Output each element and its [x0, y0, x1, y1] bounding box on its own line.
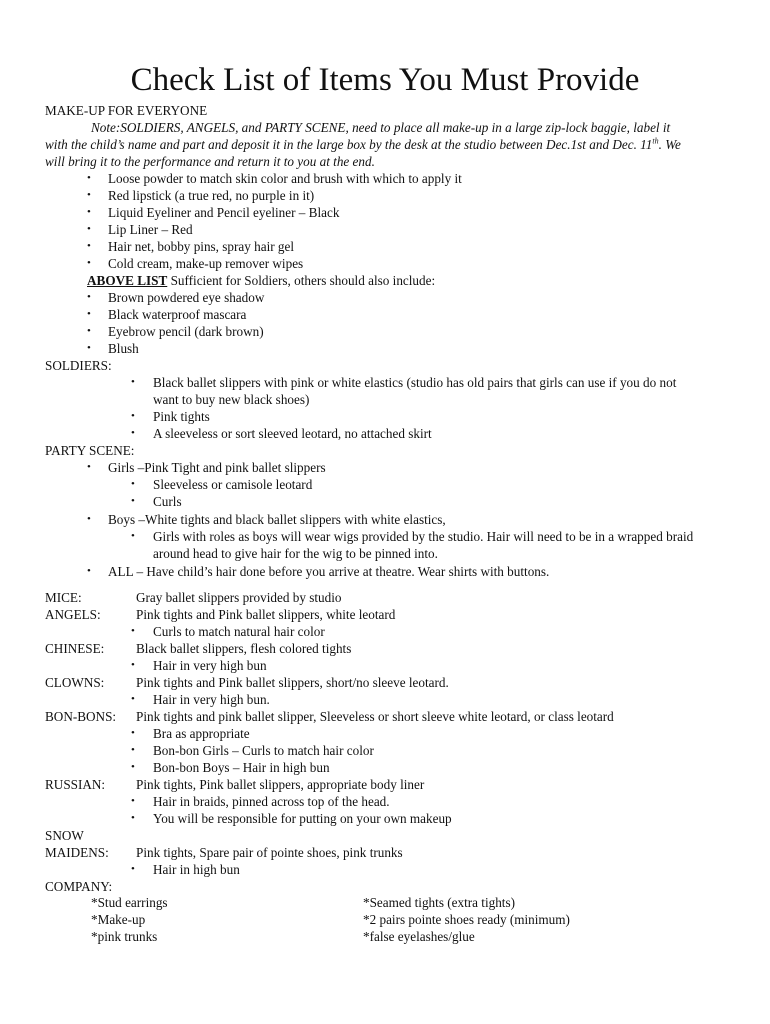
list-item: Red lipstick (a true red, no purple in it) — [108, 188, 315, 203]
bullet: • — [131, 761, 135, 773]
bullet: • — [87, 291, 91, 303]
clowns-label: CLOWNS: — [45, 675, 105, 690]
list-item: You will be responsible for putting on your own makeup — [153, 811, 452, 826]
makeup-heading: MAKE-UP FOR EVERYONE — [45, 103, 208, 118]
list-item: Girls –Pink Tight and pink ballet slippers — [108, 460, 326, 475]
clowns-text: Pink tights and Pink ballet slippers, short/no sleeve leotard. — [136, 675, 449, 690]
company-item-right: *Seamed tights (extra tights) — [363, 895, 515, 910]
chinese-label: CHINESE: — [45, 641, 105, 656]
list-item: Boys –White tights and black ballet slippers with white elastics, — [108, 512, 446, 527]
company-item-left: *Stud earrings — [91, 895, 168, 910]
bullet: • — [87, 308, 91, 320]
list-item: Hair net, bobby pins, spray hair gel — [108, 239, 295, 254]
list-item: Eyebrow pencil (dark brown) — [108, 324, 264, 339]
bullet: • — [131, 478, 135, 490]
bullet: • — [131, 530, 135, 542]
list-item: Curls — [153, 494, 182, 509]
bullet: • — [87, 461, 91, 473]
snow-label-line-2: MAIDENS: — [45, 845, 109, 860]
russian-label: RUSSIAN: — [45, 777, 106, 792]
company-heading: COMPANY: — [45, 879, 113, 894]
page-title: Check List of Items You Must Provide — [130, 62, 640, 98]
list-item: Black waterproof mascara — [108, 307, 247, 322]
list-item: Sleeveless or camisole leotard — [153, 477, 313, 492]
bullet: • — [131, 376, 135, 388]
bullet: • — [131, 495, 135, 507]
makeup-note-line-3: will bring it to the performance and return it to you at the end. — [45, 154, 375, 169]
mice-text: Gray ballet slippers provided by studio — [136, 590, 342, 605]
bullet: • — [131, 427, 135, 439]
bullet: • — [131, 625, 135, 637]
bullet: • — [87, 206, 91, 218]
list-item: Bon-bon Boys – Hair in high bun — [153, 760, 330, 775]
list-item: Curls to match natural hair color — [153, 624, 325, 639]
russian-text: Pink tights, Pink ballet slippers, appropriate body liner — [136, 777, 425, 792]
list-item: ALL – Have child’s hair done before you arrive at theatre. Wear shirts with buttons. — [108, 564, 550, 579]
chinese-text: Black ballet slippers, flesh colored tights — [136, 641, 352, 656]
makeup-note-line-2: with the child’s name and part and deposit it in the large box by the desk at the studio between Dec.1st and Dec. 11th. We — [45, 136, 681, 152]
bullet: • — [131, 795, 135, 807]
bullet: • — [87, 342, 91, 354]
list-item: Lip Liner – Red — [108, 222, 193, 237]
list-item: Brown powdered eye shadow — [108, 290, 265, 305]
bullet: • — [131, 693, 135, 705]
snow-label-line-1: SNOW — [45, 828, 84, 843]
list-item: Blush — [108, 341, 139, 356]
angels-text: Pink tights and Pink ballet slippers, white leotard — [136, 607, 396, 622]
snow-text: Pink tights, Spare pair of pointe shoes, pink trunks — [136, 845, 403, 860]
bullet: • — [131, 812, 135, 824]
company-item-right: *false eyelashes/glue — [363, 929, 475, 944]
bullet: • — [131, 727, 135, 739]
list-item-continuation: around head to give hair for the wig to be pinned into. — [153, 546, 438, 561]
makeup-note-line-1: Note:SOLDIERS, ANGELS, and PARTY SCENE, need to place all make-up in a large zip-lock baggie, label it — [91, 120, 671, 135]
list-item: Bon-bon Girls – Curls to match hair color — [153, 743, 374, 758]
bullet: • — [131, 659, 135, 671]
list-item: Black ballet slippers with pink or white elastics (studio has old pairs that girls can use if you do not — [153, 375, 677, 390]
bullet: • — [87, 240, 91, 252]
angels-label: ANGELS: — [45, 607, 101, 622]
bullet: • — [87, 513, 91, 525]
list-item-continuation: want to buy new black shoes) — [153, 392, 310, 407]
bullet: • — [87, 223, 91, 235]
bullet: • — [87, 189, 91, 201]
bullet: • — [87, 565, 91, 577]
bullet: • — [131, 863, 135, 875]
bullet: • — [131, 744, 135, 756]
mice-label: MICE: — [45, 590, 82, 605]
soldiers-heading: SOLDIERS: — [45, 358, 112, 373]
bonbons-label: BON-BONS: — [45, 709, 117, 724]
bullet: • — [87, 325, 91, 337]
bullet: • — [131, 410, 135, 422]
list-item: Bra as appropriate — [153, 726, 250, 741]
bullet: • — [87, 172, 91, 184]
list-item: Girls with roles as boys will wear wigs provided by the studio. Hair will need to be in a wrapped braid — [153, 529, 694, 544]
party-heading: PARTY SCENE: — [45, 443, 135, 458]
above-list-note: ABOVE LIST Sufficient for Soldiers, others should also include: — [87, 273, 436, 288]
list-item: Cold cream, make-up remover wipes — [108, 256, 304, 271]
list-item: Loose powder to match skin color and brush with which to apply it — [108, 171, 462, 186]
bonbons-text: Pink tights and pink ballet slipper, Sleeveless or short sleeve white leotard, or class leotard — [136, 709, 614, 724]
company-item-left: *Make-up — [91, 912, 146, 927]
list-item: Hair in braids, pinned across top of the head. — [153, 794, 390, 809]
list-item: Liquid Eyeliner and Pencil eyeliner – Black — [108, 205, 340, 220]
list-item: Hair in very high bun — [153, 658, 267, 673]
bullet: • — [87, 257, 91, 269]
list-item: Pink tights — [153, 409, 210, 424]
company-item-right: *2 pairs pointe shoes ready (minimum) — [363, 912, 570, 927]
list-item: A sleeveless or sort sleeved leotard, no attached skirt — [153, 426, 432, 441]
list-item: Hair in high bun — [153, 862, 240, 877]
company-item-left: *pink trunks — [91, 929, 158, 944]
list-item: Hair in very high bun. — [153, 692, 270, 707]
